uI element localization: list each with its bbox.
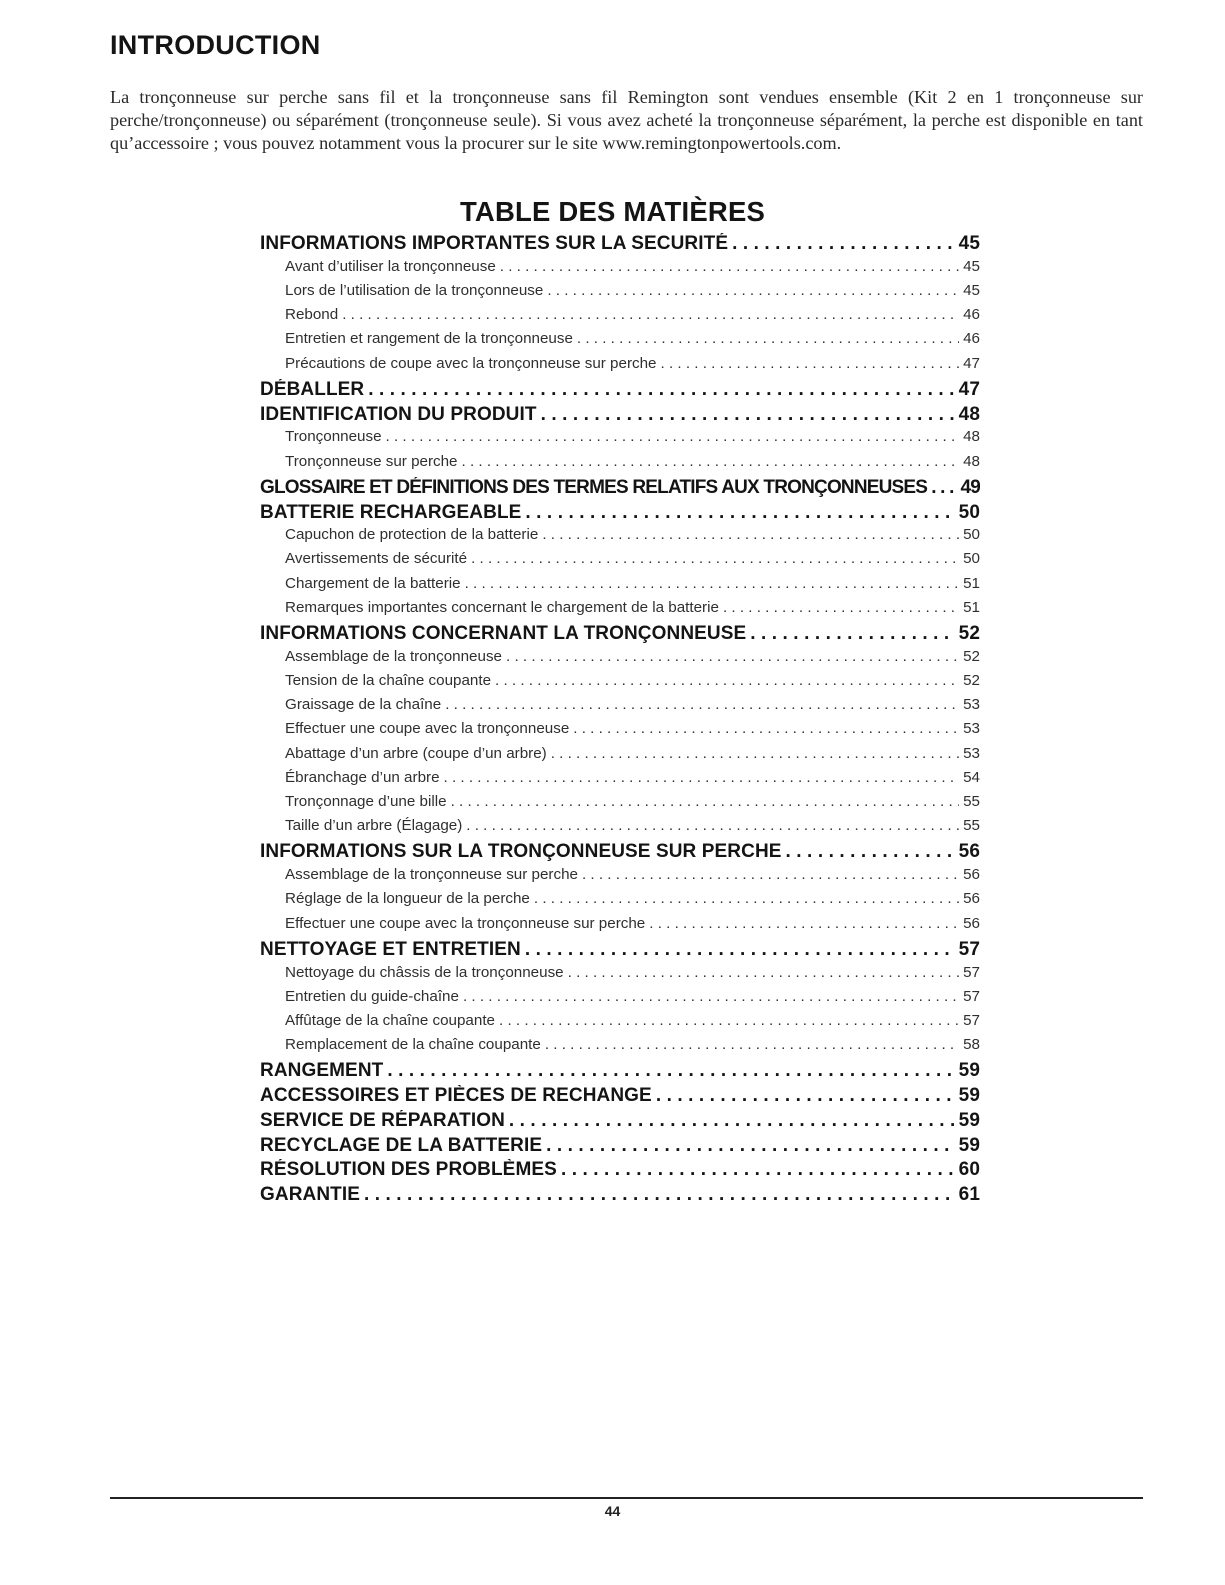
toc-entry-title: INFORMATIONS CONCERNANT LA TRONÇONNEUSE <box>260 623 747 645</box>
toc-entry-page: 57 <box>963 1011 980 1029</box>
toc-dot-leader <box>465 575 959 592</box>
toc-subsection-entry <box>260 1036 980 1060</box>
toc-entry-page: 58 <box>963 1036 980 1054</box>
toc-subsection-entry <box>260 915 980 939</box>
toc-entry-title: Entretien du guide-chaîne <box>285 987 459 1005</box>
toc-dot-leader <box>509 1110 955 1132</box>
toc-entry-page: 45 <box>958 233 980 254</box>
toc-entry-title: Entretien et rangement de la tronçonneuse <box>285 330 573 348</box>
toc-entry-page: 53 <box>963 720 980 738</box>
toc-entry-page: 56 <box>963 890 980 908</box>
toc-dot-leader <box>649 915 959 932</box>
toc-dot-leader <box>525 939 955 961</box>
toc-section-entry <box>260 1135 980 1160</box>
toc-entry-title: Précautions de coupe avec la tronçonneuse sur perche <box>285 354 657 372</box>
toc-subsection-entry <box>260 720 980 744</box>
toc-entry-title: Chargement de la batterie <box>285 574 461 592</box>
toc-subsection-entry <box>260 599 980 623</box>
toc-entry-page: 50 <box>958 501 980 523</box>
toc-dot-leader <box>499 1012 959 1029</box>
toc-entry-title: Avertissements de sécurité <box>285 550 468 568</box>
toc-entry-title: Effectuer une coupe avec la tronçonneuse sur perche <box>285 914 646 932</box>
toc-entry-page: 50 <box>963 526 980 544</box>
toc-entry-title: Nettoyage du châssis de la tronçonneuse <box>285 963 564 981</box>
toc-entry-page: 48 <box>963 428 980 446</box>
toc-entry-page: 47 <box>963 354 980 372</box>
toc-subsection-entry <box>260 866 980 890</box>
toc-section-entry <box>260 623 980 648</box>
toc-dot-leader <box>541 404 955 426</box>
toc-entry-page: 56 <box>958 841 980 863</box>
toc-subsection-entry <box>260 1012 980 1036</box>
toc-subsection-entry <box>260 282 980 306</box>
toc-subsection-entry <box>260 769 980 793</box>
toc-dot-leader <box>568 964 959 981</box>
toc-subsection-entry <box>260 672 980 696</box>
page-number: 44 <box>604 1503 621 1519</box>
toc-entry-page: 56 <box>963 914 980 932</box>
toc-entry-page: 52 <box>963 647 980 665</box>
toc-dot-leader <box>546 1135 955 1157</box>
toc-subsection-entry <box>260 330 980 354</box>
toc-dot-leader <box>466 817 959 834</box>
toc-dot-leader <box>506 648 959 665</box>
toc-entry-page: 59 <box>958 1060 980 1082</box>
toc-section-entry <box>260 1085 980 1110</box>
toc-dot-leader <box>525 502 954 524</box>
toc-dot-leader <box>342 306 959 323</box>
toc-entry-title: IDENTIFICATION DU PRODUIT <box>260 403 537 425</box>
toc-dot-leader <box>364 1184 955 1206</box>
toc-dot-leader <box>471 550 959 567</box>
toc-entry-page: 51 <box>963 598 980 616</box>
toc-section-entry <box>260 502 980 527</box>
toc-dot-leader <box>534 890 959 907</box>
toc-entry-page: 57 <box>958 938 980 960</box>
toc-subsection-entry <box>260 355 980 379</box>
toc-entry-page: 57 <box>963 987 980 1005</box>
toc-subsection-entry <box>260 988 980 1012</box>
toc-entry-title: Réglage de la longueur de la perche <box>285 890 530 908</box>
toc-entry-page: 51 <box>963 574 980 592</box>
toc-subsection-entry <box>260 258 980 282</box>
toc-subsection-entry <box>260 745 980 769</box>
toc-entry-page: 55 <box>963 792 980 810</box>
toc-dot-leader <box>368 379 954 401</box>
toc-entry-title: RANGEMENT <box>260 1060 384 1082</box>
toc-entry-title: Effectuer une coupe avec la tronçonneuse <box>285 720 570 738</box>
toc-entry-title: RÉSOLUTION DES PROBLÈMES <box>260 1159 557 1181</box>
toc-entry-page: 47 <box>958 378 980 400</box>
table-of-contents <box>260 233 980 1209</box>
toc-entry-title: DÉBALLER <box>260 378 365 400</box>
toc-dot-leader <box>445 696 959 713</box>
toc-entry-page: 53 <box>963 744 980 762</box>
toc-entry-title: Lors de l’utilisation de la tronçonneuse <box>285 281 544 299</box>
toc-dot-leader <box>723 599 959 616</box>
toc-entry-page: 48 <box>963 452 980 470</box>
toc-entry-title: NETTOYAGE ET ENTRETIEN <box>260 938 521 960</box>
toc-subsection-entry <box>260 793 980 817</box>
toc-entry-page: 45 <box>963 281 980 299</box>
footer-rule <box>110 1497 1143 1499</box>
toc-entry-page: 46 <box>963 306 980 324</box>
toc-entry-title: BATTERIE RECHARGEABLE <box>260 501 522 523</box>
toc-subsection-entry <box>260 817 980 841</box>
toc-entry-title: Tension de la chaîne coupante <box>285 672 492 690</box>
toc-entry-title: Remplacement de la chaîne coupante <box>285 1036 541 1054</box>
toc-entry-page: 52 <box>958 623 980 645</box>
toc-dot-leader <box>931 477 956 499</box>
toc-entry-page: 59 <box>958 1134 980 1156</box>
toc-entry-title: Capuchon de protection de la batterie <box>285 526 539 544</box>
toc-entry-page: 55 <box>963 817 980 835</box>
toc-section-entry <box>260 939 980 964</box>
toc-entry-title: INFORMATIONS IMPORTANTES SUR LA SECURITÉ <box>260 233 729 254</box>
toc-section-entry <box>260 379 980 404</box>
toc-entry-title: GARANTIE <box>260 1184 361 1206</box>
toc-subsection-entry <box>260 306 980 330</box>
toc-subsection-entry <box>260 453 980 477</box>
toc-section-entry <box>260 1110 980 1135</box>
toc-entry-title: Taille d’un arbre (Élagage) <box>285 817 463 835</box>
toc-section-entry <box>260 1184 980 1209</box>
toc-dot-leader <box>551 745 959 762</box>
toc-subsection-entry <box>260 964 980 988</box>
toc-subsection-entry <box>260 696 980 720</box>
toc-dot-leader <box>545 1036 959 1053</box>
intro-title: INTRODUCTION <box>110 30 321 60</box>
toc-entry-title: Ébranchage d’un arbre <box>285 768 440 786</box>
toc-entry-page: 60 <box>958 1159 980 1181</box>
toc-entry-page: 59 <box>958 1109 980 1131</box>
toc-entry-page: 52 <box>963 672 980 690</box>
toc-subsection-entry <box>260 550 980 574</box>
toc-dot-leader <box>444 769 960 786</box>
toc-dot-leader <box>582 866 959 883</box>
toc-dot-leader <box>542 526 959 543</box>
toc-entry-page: 59 <box>958 1085 980 1107</box>
toc-entry-title: GLOSSAIRE ET DÉFINITIONS DES TERMES RELATIFS AUX TRONÇONNEUSES <box>260 476 928 498</box>
toc-subsection-entry <box>260 428 980 452</box>
toc-dot-leader <box>661 355 960 372</box>
toc-dot-leader <box>656 1085 955 1107</box>
toc-entry-title: Tronçonneuse <box>285 428 382 446</box>
toc-entry-page: 46 <box>963 330 980 348</box>
toc-entry-page: 50 <box>963 550 980 568</box>
toc-section-entry <box>260 404 980 429</box>
toc-entry-page: 49 <box>960 476 980 498</box>
toc-title: TABLE DES MATIÈRES <box>459 196 766 227</box>
toc-entry-title: Rebond <box>285 306 339 324</box>
toc-subsection-entry <box>260 648 980 672</box>
toc-entry-title: Affûtage de la chaîne coupante <box>285 1011 495 1029</box>
toc-entry-title: Tronçonnage d’une bille <box>285 792 447 810</box>
toc-dot-leader <box>561 1159 955 1181</box>
toc-dot-leader <box>462 453 960 470</box>
toc-entry-title: Assemblage de la tronçonneuse <box>285 647 502 665</box>
toc-section-entry <box>260 233 980 258</box>
toc-entry-title: INFORMATIONS SUR LA TRONÇONNEUSE SUR PERCHE <box>260 841 782 863</box>
toc-section-entry <box>260 1159 980 1184</box>
toc-entry-page: 53 <box>963 696 980 714</box>
toc-entry-title: SERVICE DE RÉPARATION <box>260 1109 505 1131</box>
toc-dot-leader <box>750 623 954 645</box>
toc-dot-leader <box>500 258 959 275</box>
toc-dot-leader <box>387 1060 954 1082</box>
toc-subsection-entry <box>260 575 980 599</box>
toc-entry-title: Graissage de la chaîne <box>285 696 442 714</box>
toc-dot-leader <box>495 672 959 689</box>
toc-dot-leader <box>786 841 955 863</box>
toc-subsection-entry <box>260 526 980 550</box>
toc-dot-leader <box>732 233 955 255</box>
toc-section-entry <box>260 841 980 866</box>
toc-dot-leader <box>451 793 960 810</box>
toc-entry-page: 45 <box>963 257 980 275</box>
toc-subsection-entry <box>260 890 980 914</box>
toc-entry-page: 54 <box>963 768 980 786</box>
toc-dot-leader <box>547 282 959 299</box>
intro-paragraph: La tronçonneuse sur perche sans fil et la tronçonneuse sans fil Remington sont vendues ensemble (Kit 2 en 1 tronçonneuse sur perche/tronçonneuse) ou séparément (tronçonneuse seule). Si vous avez acheté la tronçonneuse séparément, la perche est disponible en tant qu’accessoire ; vous pouvez notamment vous la procurer sur le site www.remingtonpowertools.com. <box>110 87 1143 153</box>
toc-entry-page: 57 <box>963 963 980 981</box>
toc-entry-title: Remarques importantes concernant le chargement de la batterie <box>285 598 719 616</box>
toc-entry-page: 48 <box>958 403 980 425</box>
toc-dot-leader <box>463 988 959 1005</box>
toc-entry-page: 61 <box>958 1184 980 1206</box>
toc-entry-page: 56 <box>963 866 980 884</box>
toc-entry-title: RECYCLAGE DE LA BATTERIE <box>260 1134 543 1156</box>
toc-section-entry <box>260 477 980 502</box>
toc-entry-title: Avant d’utiliser la tronçonneuse <box>285 257 496 275</box>
toc-dot-leader <box>577 330 959 347</box>
toc-entry-title: Tronçonneuse sur perche <box>285 452 458 470</box>
toc-entry-title: ACCESSOIRES ET PIÈCES DE RECHANGE <box>260 1085 652 1107</box>
toc-dot-leader <box>386 428 960 445</box>
toc-dot-leader <box>573 720 959 737</box>
toc-entry-title: Assemblage de la tronçonneuse sur perche <box>285 866 578 884</box>
toc-entry-title: Abattage d’un arbre (coupe d’un arbre) <box>285 744 547 762</box>
toc-section-entry <box>260 1060 980 1085</box>
